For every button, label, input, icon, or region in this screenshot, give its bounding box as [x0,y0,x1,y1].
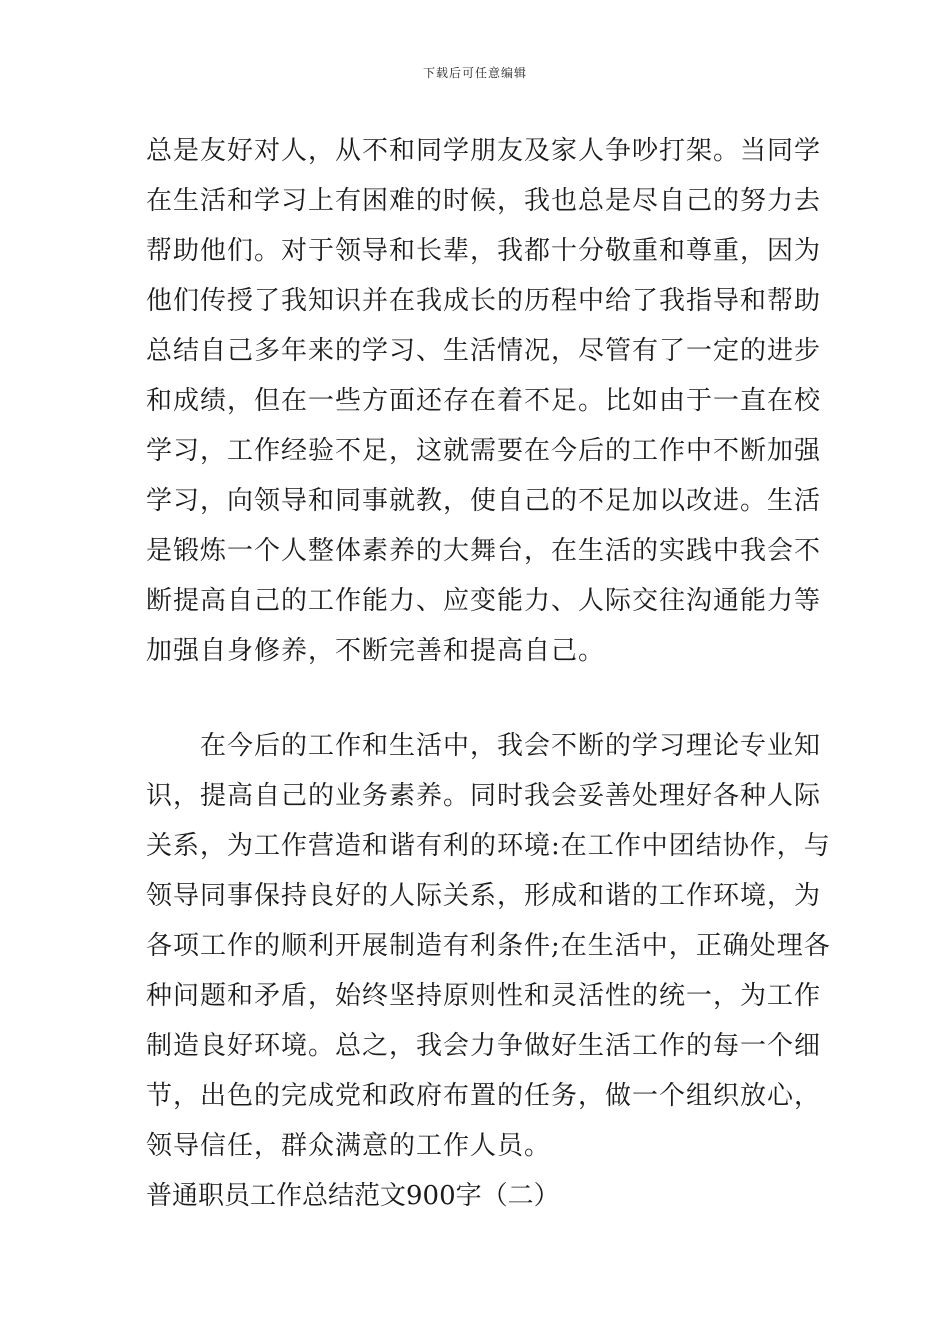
paragraph-2 [146,721,831,1171]
paragraph-line: 断提高自己的工作能力、应变能力、人际交往沟通能力等 [146,586,822,616]
paragraph-line: 学习，向领导和同事就教，使自己的不足加以改进。生活 [146,486,822,516]
paragraph-line: 总是友好对人，从不和同学朋友及家人争吵打架。当同学 [146,136,822,166]
page-header-note: 下载后可任意编辑 [422,66,527,80]
paragraph-line: 领导信任，群众满意的工作人员。 [146,1131,552,1161]
paragraph-line: 制造良好环境。总之，我会力争做好生活工作的每一个细 [146,1031,822,1061]
paragraph-line: 学习，工作经验不足，这就需要在今后的工作中不断加强 [146,436,822,466]
paragraph-line: 关系，为工作营造和谐有利的环境:在工作中团结协作，与 [146,831,831,861]
paragraph-line: 识，提高自己的业务素养。同时我会妥善处理好各种人际 [146,781,822,811]
paragraph-line: 在今后的工作和生活中，我会不断的学习理论专业知 [146,731,822,761]
paragraph-line: 种问题和矛盾，始终坚持原则性和灵活性的统一，为工作 [146,981,822,1011]
paragraph-line: 在生活和学习上有困难的时候，我也总是尽自己的努力去 [146,186,822,216]
paragraph-line: 各项工作的顺利开展制造有利条件;在生活中，正确处理各 [146,931,831,961]
paragraph-line: 他们传授了我知识并在我成长的历程中给了我指导和帮助 [146,286,822,316]
paragraph-line: 是锻炼一个人整体素养的大舞台，在生活的实践中我会不 [146,536,822,566]
paragraph-line: 节，出色的完成党和政府布置的任务，做一个组织放心， [146,1081,822,1111]
paragraph-line: 帮助他们。对于领导和长辈，我都十分敬重和尊重，因为 [146,236,822,266]
paragraph-line: 总结自己多年来的学习、生活情况，尽管有了一定的进步 [146,336,822,366]
paragraph-line: 加强自身修养，不断完善和提高自己。 [146,636,606,666]
paragraph-line: 和成绩，但在一些方面还存在着不足。比如由于一直在校 [146,386,822,416]
section-heading: 普通职员工作总结范文900字（二） [146,1181,560,1211]
paragraph-line: 领导同事保持良好的人际关系，形成和谐的工作环境，为 [146,881,822,911]
paragraph-1 [146,126,822,676]
